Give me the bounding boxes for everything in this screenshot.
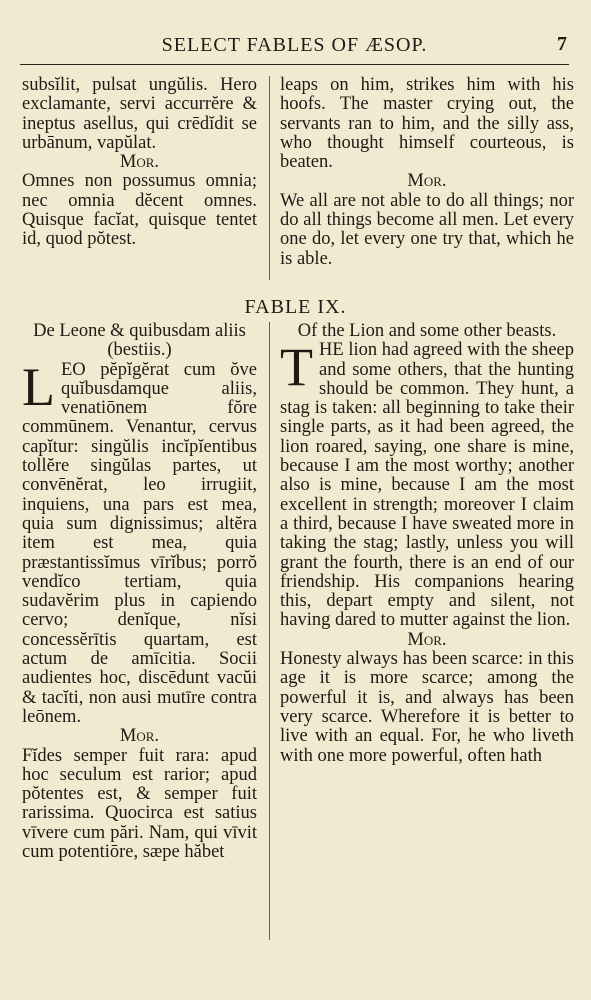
english-fable-paragraph xyxy=(280,337,574,631)
page-number: 7 xyxy=(557,33,567,55)
latin-fable-text: EO pĕpĭgĕrat cum ŏve quĭbusdamque aliis, venatiōnem fŏre commūnem. Venantur, cervus capĭtur: singŭlis incĭpĭentibus tollĕre singŭlas partes, ut convēnĕrat, leo irrugiit, inquiens, una pars est mea, quia sum dignissimus; altĕra item est mea, quia præstantissĭmus vīrĭbus; porrŏ vendĭco tertiam, quia sudavĕrim plus in capiendo cervo; denĭque, nĭsi concessĕrītis quartam, est actum de amīcitia. Socii audientes hoc, discēdunt vacŭi & tacĭti, non ausi mutīre contra leōnem. xyxy=(22,359,257,727)
latin-fable-paragraph xyxy=(22,356,257,728)
latin-moral: Omnes non possumus omnia; nec omnia dĕcent omnes. Quisque facĭat, quisque tentet id, quod pŏtest. xyxy=(22,171,257,250)
latin-subheading: De Leone & quibusdam aliis (bestiis.) xyxy=(33,321,246,361)
moral-label: Mor. xyxy=(119,726,160,747)
bottom-right-column xyxy=(280,322,574,766)
english-moral: Honesty always has been scarce: in this age it is more scarce; among the powerful it is, and always has been very scarce. Wherefore it is better to live with an equal. For, he who liveth with one more powerful, often hath xyxy=(280,649,574,766)
english-subheading: Of the Lion and some other beasts. xyxy=(297,321,557,341)
moral-label: Mor. xyxy=(407,629,447,650)
english-fable-text: HE lion had agreed with the sheep and some others, that the hunting should be common. They hunt, a stag is taken: all beginning to take their single parts, as it had been agreed, the lion roared, saying, one share is mine, because I am the most worthy; another also is mine, because I am the most excellent in strength; moreover I claim a third, because I have sweated more in taking the stag; lastly, unless you will grant the fourth, there is an end of our friendship. His companions hearing this, depart empty and silent, not having dared to mutter against the lion. xyxy=(280,340,574,631)
column-divider-bottom xyxy=(269,322,270,940)
bottom-left-column xyxy=(22,322,257,862)
top-left-column xyxy=(22,76,257,250)
page-header xyxy=(20,34,569,65)
fable-title: FABLE IX. xyxy=(244,296,347,318)
latin-moral: Fĭdes semper fuit rara: apud hoc seculum est rarior; apud pŏtentes est, & semper fuit rarissima. Quocirca est satius vīvere cum pări. Nam, qui vīvit cum potentiōre, sæpe hăbet xyxy=(22,745,257,863)
english-paragraph: leaps on him, strikes him with his hoofs. The master crying out, the servants ran to him, and the silly ass, who thought himself courteous, is beaten. xyxy=(280,75,574,173)
drop-cap: T xyxy=(280,337,313,398)
drop-cap: L xyxy=(22,356,55,417)
latin-paragraph: subsĭlit, pulsat ungŭlis. Hero exclamante, servi accurrĕre & ineptus asellus, qui crēdĭdit se urbānum, vapŭlat. xyxy=(22,75,257,153)
top-right-column xyxy=(280,76,574,269)
moral-label: Mor. xyxy=(119,152,160,173)
running-head: SELECT FABLES OF ÆSOP. xyxy=(161,34,428,56)
english-moral: We all are not able to do all things; nor do all things become all men. Let every one do, let every one try that, which he is able. xyxy=(280,190,574,269)
moral-label: Mor. xyxy=(407,171,447,192)
column-divider-top xyxy=(269,76,270,280)
